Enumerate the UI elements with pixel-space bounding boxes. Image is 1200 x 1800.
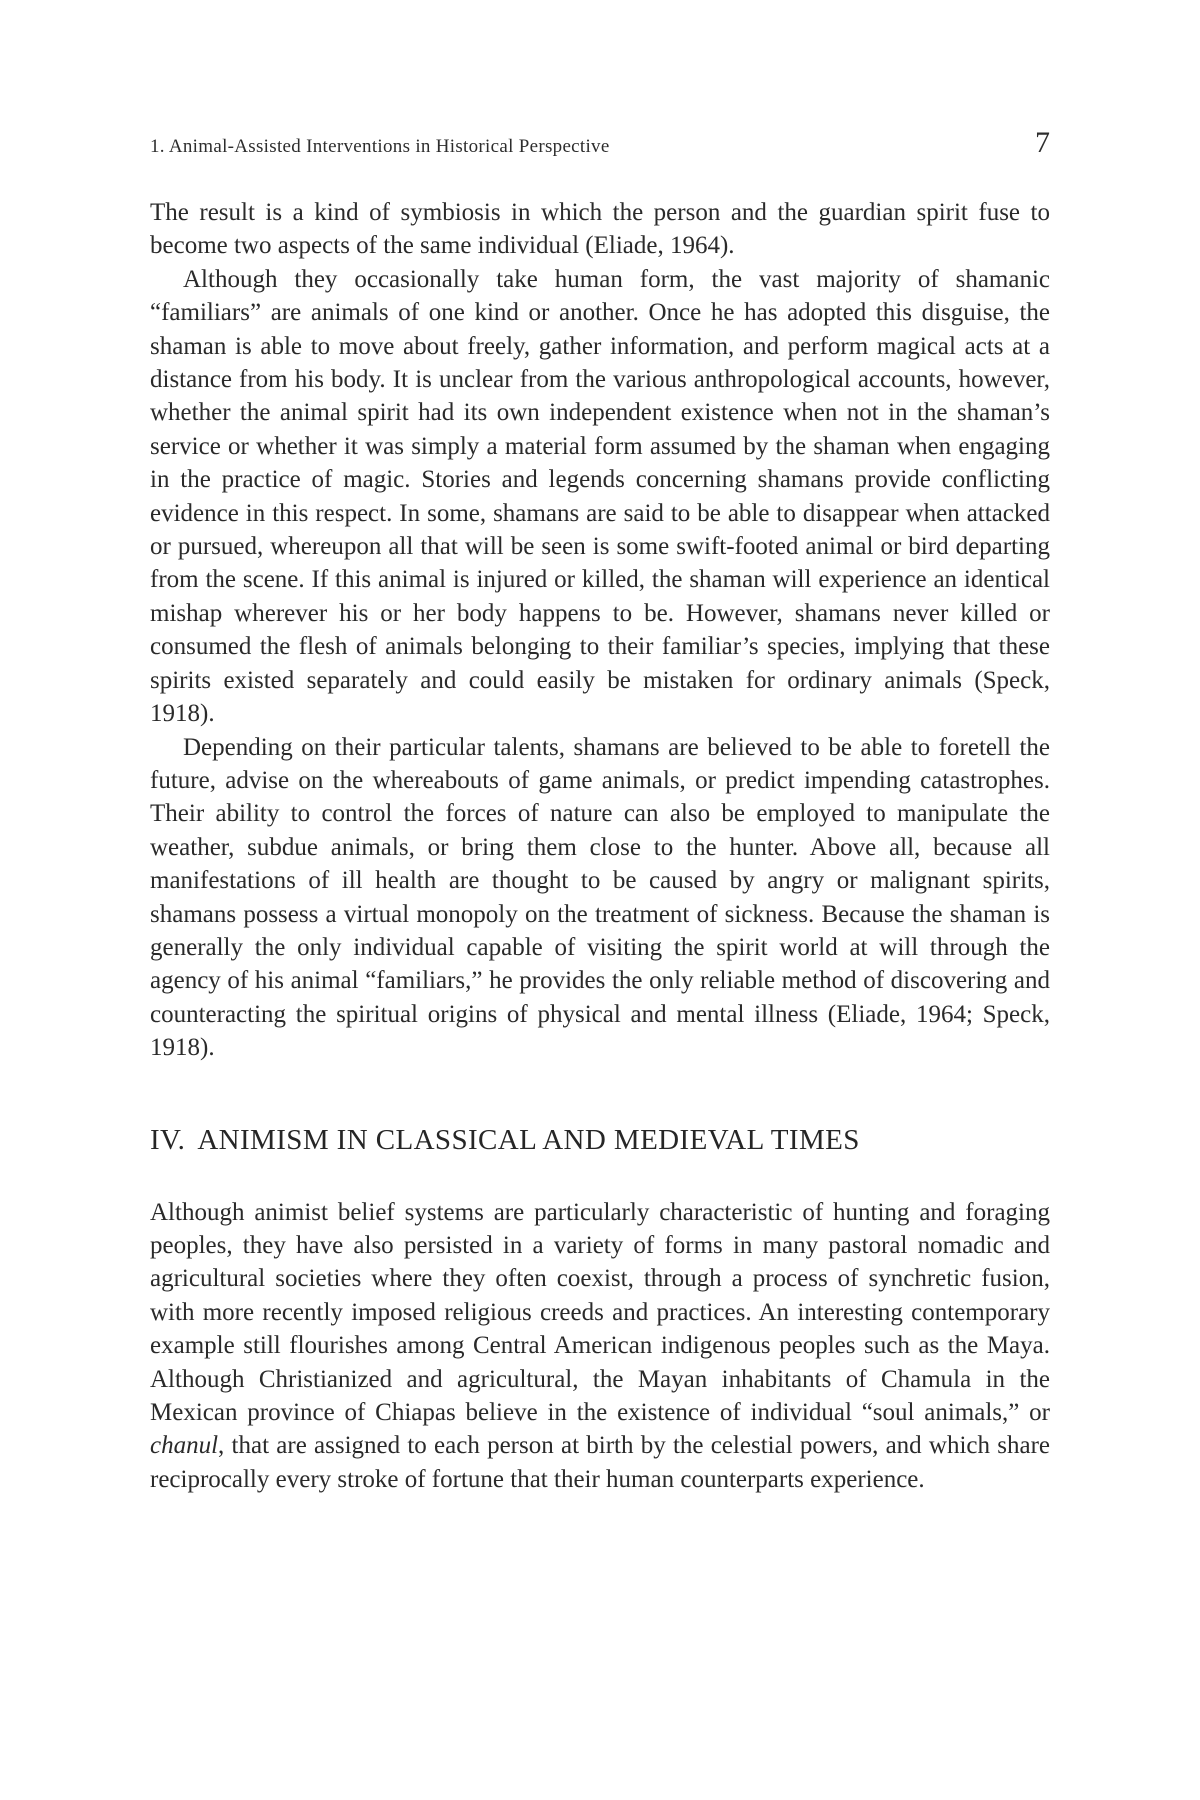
section-paragraph-text-start: Although animist belief systems are particularly characteristic of hunting and foraging peoples, they have also persisted in a variety of forms in many pastoral nomadic and agricultural societies where they often coexist, through a process of synchretic fusion, with more recently imposed religious creeds and practices. An interesting contemporary example still flourishes among Central American indigenous peoples such as the Maya. Although Christianized and agricultural, the Mayan inhabitants of Chamula in the Mexican province of Chiapas believe in the existence of individual “soul animals,” or (150, 1198, 1050, 1426)
italic-term-chanul: chanul (150, 1432, 219, 1460)
section-number: IV. (150, 1123, 186, 1156)
page-number: 7 (1035, 126, 1050, 159)
book-page (150, 0, 1050, 1800)
paragraph-2: Although they occasionally take human form, the vast majority of shamanic “familiars” are animals of one kind or another. Once he has adopted this disguise, the shaman is able to move about freely, gather information, and perform magical acts at a distance from his body. It is unclear from the various anthropological accounts, however, whether the animal spirit had its own independent existence when not in the shaman’s service or whether it was simply a material form assumed by the shaman when engaging in the practice of magic. Stories and legends concerning shamans provide conflicting evidence in this respect. In some, shamans are said to be able to disappear when attacked or pursued, whereupon all that will be seen is some swift-footed animal or bird departing from the scene. If this animal is injured or killed, the shaman will experience an identical mishap wherever his or her body happens to be. However, shamans never killed or consumed the flesh of animals belonging to their familiar’s species, implying that these spirits existed separately and could easily be mistaken for ordinary animals (Speck, 1918). (150, 265, 1050, 728)
body-text (150, 196, 1050, 1496)
section-heading (150, 1122, 1050, 1158)
section-paragraph-1 (150, 1196, 1050, 1497)
paragraph-1: The result is a kind of symbiosis in which the person and the guardian spirit fuse to become two aspects of the same individual (Eliade, 1964). (150, 199, 1050, 260)
running-head-title: 1. Animal-Assisted Interventions in Historical Perspective (150, 136, 610, 157)
running-head (150, 128, 1050, 168)
section-title: ANIMISM IN CLASSICAL AND MEDIEVAL TIMES (197, 1123, 860, 1156)
section-paragraph-text-end: , that are assigned to each person at birth by the celestial powers, and which share reciprocally every stroke of fortune that their human counterparts experience. (150, 1432, 1050, 1493)
paragraph-3: Depending on their particular talents, shamans are believed to be able to foretell the future, advise on the whereabouts of game animals, or predict impending catastrophes. Their ability to control the forces of nature can also be employed to manipulate the weather, subdue animals, or bring them close to the hunter. Above all, because all manifestations of ill health are thought to be caused by angry or malignant spirits, shamans possess a virtual monopoly on the treatment of sickness. Because the shaman is generally the only individual capable of visiting the spirit world at will through the agency of his animal “familiars,” he provides the only reliable method of discovering and counteracting the spiritual origins of physical and mental illness (Eliade, 1964; Speck, 1918). (150, 733, 1050, 1062)
